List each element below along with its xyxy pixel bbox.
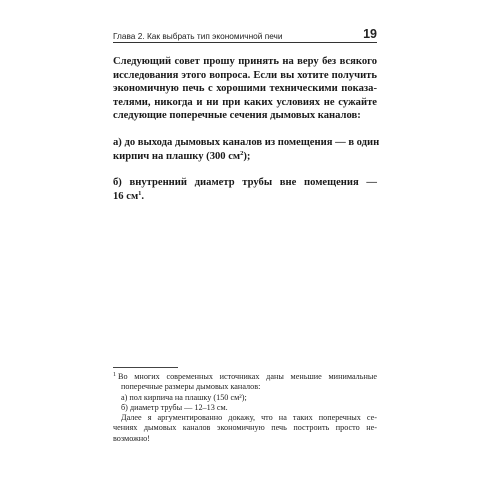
paragraph-item-a [113, 136, 380, 163]
footnote-marker: 1 [113, 372, 116, 378]
text-line: а) до выхода дымовых каналов из помещения — в один [113, 136, 380, 148]
footnote-reference: 1 [138, 189, 142, 197]
text-line [113, 190, 377, 204]
footnote-line: а) пол кирпича на плашку (150 см²); [121, 392, 247, 402]
text-line: следующие поперечные сечения дымовых каналов: [113, 110, 361, 122]
text-line: б) внутренний диаметр трубы вне помещения — [113, 177, 377, 189]
text-line: телями, никогда и ни при каких условиях не сужайте [113, 96, 377, 108]
item-b-tail: . [141, 190, 145, 202]
footnote-line: б) диаметр трубы — 12–13 см. [121, 402, 228, 412]
item-b-value: 16 см [113, 190, 139, 202]
text-line [113, 150, 377, 164]
footnote-text: Во многих современных источниках даны меньшие минимальные [118, 372, 377, 381]
footnote-line: поперечные размеры дымовых каналов: [121, 382, 261, 392]
footnote [113, 372, 377, 444]
header-divider [113, 42, 377, 43]
footnote-line: Далее я аргументированно докажу, что на таких поперечных се- [121, 413, 377, 423]
paragraph-intro [113, 55, 377, 123]
footnote-line [113, 372, 377, 382]
page-number: 19 [363, 27, 377, 41]
paragraph-item-b [113, 176, 377, 203]
text-line: экономичную печь с хорошими техническими показа- [113, 83, 377, 95]
item-a-text: кирпич на плашку (300 см [113, 150, 241, 162]
footnote-divider [113, 367, 178, 368]
footnote-line: чениях дымовых каналов экономичную печь построить просто не- [113, 423, 377, 433]
item-a-tail: ); [243, 150, 251, 162]
footnote-line: возможно! [113, 433, 150, 443]
chapter-title: Глава 2. Как выбрать тип экономичной печи [113, 31, 283, 41]
main-text [113, 55, 380, 216]
superscript: 2 [240, 149, 244, 157]
text-line: исследования этого вопроса. Если вы хотите получить [113, 69, 377, 81]
text-line: Следующий совет прошу принять на веру без всякого [113, 56, 377, 67]
running-head [113, 26, 377, 42]
